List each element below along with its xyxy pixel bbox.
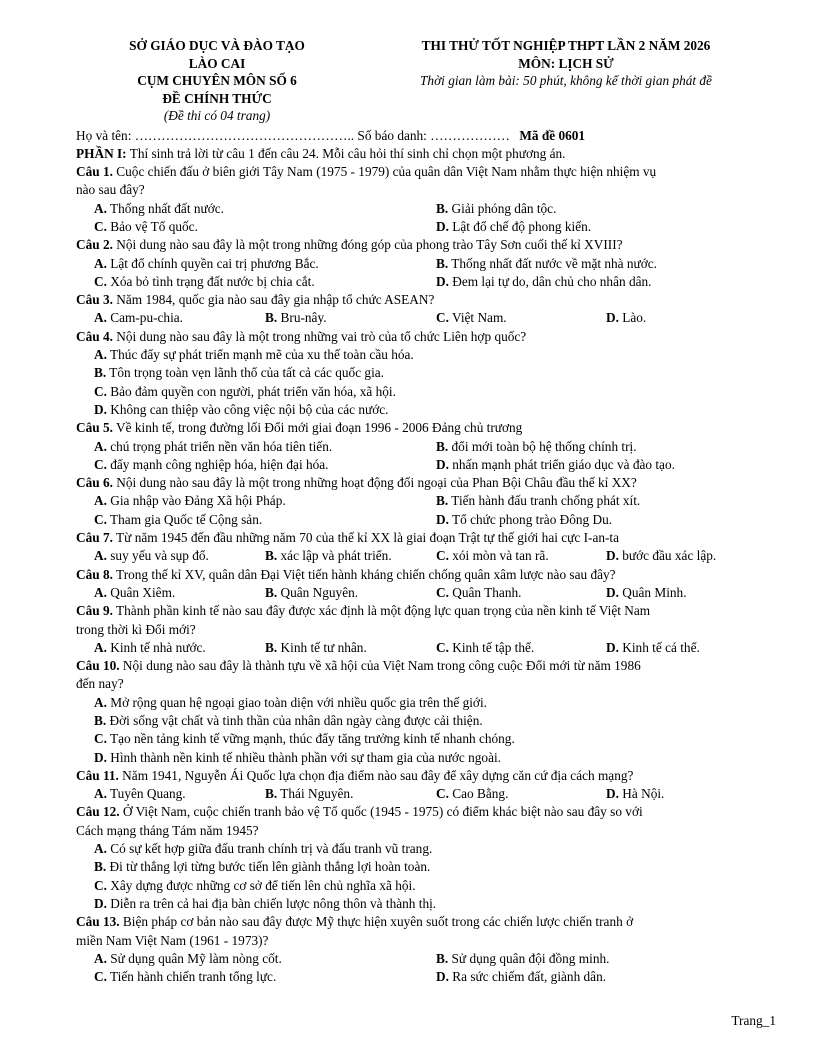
exam-page [76,37,766,986]
answer-option [265,785,436,803]
option-text: Thái Nguyên. [277,786,354,802]
option-text: Quân Minh. [618,584,687,600]
question-stem [76,328,766,346]
question-stem [76,163,766,200]
question [76,529,766,566]
options-row [76,255,766,273]
option-letter: A. [94,639,107,655]
question-stem [76,529,766,547]
question [76,913,766,986]
answer-option [94,273,436,291]
answer-option [94,584,265,602]
answer-option [94,255,436,273]
option-letter: B. [436,438,449,454]
options-row [76,968,766,986]
option-letter: A. [94,950,107,966]
option-text: Tuyên Quang. [106,786,186,802]
answer-option [265,547,436,565]
page-footer: Trang_1 [731,1013,776,1028]
option-text: xói mòn và tan rã. [448,548,549,564]
answer-option [94,511,436,529]
question-text: Năm 1984, quốc gia nào sau đây gia nhập tổ chức ASEAN? [112,292,435,308]
answer-option [94,492,436,510]
question [76,163,766,236]
option-text: Kinh tế tư nhân. [277,639,367,655]
option-letter: B. [94,859,107,875]
option-text: Quân Nguyên. [277,584,359,600]
option-text: Tôn trọng toàn vẹn lãnh thổ của tất cả các quốc gia. [106,365,384,381]
answer-option [76,401,766,419]
option-letter: A. [94,786,107,802]
option-letter: A. [94,584,107,600]
question-number: Câu 9. [76,603,113,619]
answer-option [94,309,265,327]
option-letter: C. [94,877,107,893]
option-letter: D. [606,310,619,326]
question-text-cont: đến nay? [76,676,124,692]
option-text: Có sự kết hợp giữa đấu tranh chính trị và đấu tranh vũ trang. [106,841,433,857]
option-text: Thống nhất đất nước về mặt nhà nước. [448,255,657,271]
answer-option [606,584,687,602]
header-left [76,37,358,125]
option-letter: B. [436,255,449,271]
option-letter: A. [94,438,107,454]
option-text: Đi từ thắng lợi từng bước tiến lên giành thắng lợi hoàn toàn. [106,859,431,875]
answer-option [76,877,766,895]
options-row [76,218,766,236]
option-text: Bru-nây. [277,310,327,326]
answer-option [94,547,265,565]
question-text: Từ năm 1945 đến đầu những năm 70 của thế kỉ XX là giai đoạn Trật tự thế giới hai cực I-an-ta [112,530,620,546]
option-letter: B. [265,639,278,655]
option-letter: B. [94,713,107,728]
option-letter: A. [94,200,107,216]
question-list [76,163,766,986]
question-stem [76,913,766,950]
question-number: Câu 11. [76,767,119,783]
answer-option [436,950,609,968]
option-text: Tiến hành đấu tranh chống phát xít. [448,493,641,509]
question-stem [76,291,766,309]
options-row [76,438,766,456]
option-text: Kinh tế cá thể. [618,639,700,655]
question-number: Câu 6. [76,475,113,491]
answer-option [76,346,766,364]
question [76,803,766,913]
part-label: PHẦN I: [76,145,127,161]
question-text: Nội dung nào sau đây là một trong những vai trò của tổ chức Liên hợp quốc? [112,328,527,344]
option-letter: A. [94,347,107,363]
option-text: Diễn ra trên cả hai địa bàn chiến lược nông thôn và thành thị. [106,895,437,911]
answer-option [76,712,766,730]
option-text: xác lập và phát triển. [277,548,392,564]
answer-option [606,639,700,657]
option-text: Hà Nội. [618,786,665,802]
question-text: Thành phần kinh tế nào sau đây được xác định là một động lực quan trọng của nền kinh tế Việt Nam [112,603,651,619]
question-stem [76,419,766,437]
option-letter: B. [436,493,449,509]
official-label: ĐỀ CHÍNH THỨC [162,90,272,106]
question-number: Câu 3. [76,292,113,308]
option-text: Lào. [618,310,647,326]
option-letter: C. [94,383,107,399]
province-name: LÀO CAI [188,55,246,71]
options-row [76,492,766,510]
question-stem [76,657,766,694]
option-text: Lật đổ chế độ phong kiến. [448,218,592,234]
option-text: Xây dựng được những cơ sở để tiến lên chủ nghĩa xã hội. [106,877,416,893]
option-text: Cam-pu-chia. [106,310,183,326]
answer-option [94,218,436,236]
question-stem [76,474,766,492]
option-letter: D. [436,511,449,527]
question-number: Câu 1. [76,164,113,180]
question-number: Câu 2. [76,237,113,253]
answer-option [436,584,606,602]
option-text: Tham gia Quốc tế Cộng sản. [106,511,263,527]
option-letter: D. [94,895,107,911]
header-right [366,37,766,125]
option-text: Kinh tế nhà nước. [106,639,206,655]
option-letter: C. [94,273,107,289]
answer-option [76,858,766,876]
option-letter: D. [94,749,107,765]
answer-option [436,218,591,236]
option-letter: D. [436,456,449,472]
question-number: Câu 4. [76,328,113,344]
department-name: SỞ GIÁO DỤC VÀ ĐÀO TẠO [129,38,305,53]
option-letter: A. [94,493,107,509]
question-text: Nội dung nào sau đây là một trong những đóng góp của phong trào Tây Sơn cuối thế kỉ XVIII? [112,237,623,253]
option-text: Đem lại tự do, dân chủ cho nhân dân. [448,273,652,289]
option-letter: A. [94,255,107,271]
question-number: Câu 10. [76,658,120,674]
option-letter: B. [265,786,278,802]
option-text: Kinh tế tập thể. [448,639,535,655]
question-text: Về kinh tế, trong đường lối Đổi mới giai đoạn 1996 - 2006 Đảng chủ trương [112,420,523,436]
option-letter: B. [265,310,278,326]
options-row [76,547,766,565]
answer-option [436,438,637,456]
question [76,328,766,419]
option-letter: D. [436,273,449,289]
options-row [76,639,766,657]
option-text: nhấn mạnh phát triển giáo dục và đào tạo. [448,456,675,472]
answer-option [94,438,436,456]
question-number: Câu 13. [76,914,120,930]
option-text: Quân Thanh. [448,584,522,600]
question [76,767,766,804]
question-text: Trong thế kỉ XV, quân dân Đại Việt tiến hành kháng chiến chống quân xâm lược nào sau đây? [112,566,616,582]
options-row [76,200,766,218]
question-number: Câu 8. [76,566,113,582]
question-text: Biện pháp cơ bản nào sau đây được Mỹ thực hiện xuyên suốt trong các chiến lược chiến tranh ở [119,914,634,930]
question [76,419,766,474]
answer-option [606,309,646,327]
option-letter: C. [94,456,107,472]
subject-label: MÔN: LỊCH SỬ [518,55,614,71]
option-text: Giải phóng dân tộc. [448,200,557,216]
question [76,236,766,291]
question-text: Ở Việt Nam, cuộc chiến tranh bảo vệ Tổ quốc (1945 - 1975) có điểm khác biệt nào sau đây so với [119,804,643,820]
time-note: Thời gian làm bài: 50 phút, không kể thời gian phát đề [420,73,712,88]
options-row [76,785,766,803]
answer-option [606,547,716,565]
option-text: Sử dụng quân Mỹ làm nòng cốt. [106,950,282,966]
option-letter: B. [94,365,107,381]
option-text: đẩy mạnh công nghiệp hóa, hiện đại hóa. [106,456,329,472]
option-text: Việt Nam. [448,310,507,326]
option-text: đổi mới toàn bộ hệ thống chính trị. [448,438,637,454]
option-text: Bảo vệ Tổ quốc. [106,218,198,234]
option-letter: B. [436,950,449,966]
option-text: Tiến hành chiến tranh tổng lực. [106,969,277,985]
option-letter: D. [436,969,449,985]
answer-option [94,456,436,474]
question [76,474,766,529]
question-text: Cuộc chiến đấu ở biên giới Tây Nam (1975 - 1979) của quân dân Việt Nam nhằm thực hiện nhiệm vụ [112,164,657,180]
option-text: suy yếu và sụp đổ. [106,548,209,564]
option-text: Đời sống vật chất và tinh thần của nhân dân ngày càng được cải thiện. [106,713,483,728]
option-letter: B. [436,200,449,216]
option-letter: A. [94,548,107,564]
options-row [76,309,766,327]
answer-option [436,547,606,565]
options-row [76,456,766,474]
question-text-cont: Cách mạng tháng Tám năm 1945? [76,822,259,838]
option-text: Xóa bỏ tình trạng đất nước bị chia cắt. [106,273,315,289]
option-letter: C. [94,731,107,747]
option-text: Không can thiệp vào công việc nội bộ của các nước. [106,401,389,417]
answer-option [76,694,766,712]
answer-option [265,309,436,327]
answer-option [436,492,640,510]
option-letter: D. [606,786,619,802]
option-letter: C. [94,969,107,985]
option-letter: C. [436,639,449,655]
question-stem [76,566,766,584]
option-letter: D. [436,218,449,234]
answer-option [436,309,606,327]
part-heading [76,145,766,163]
answer-option [94,950,436,968]
option-text: Thống nhất đất nước. [106,200,224,216]
option-letter: C. [436,786,449,802]
answer-option [265,584,436,602]
option-letter: D. [94,401,107,417]
question-stem [76,602,766,639]
answer-option [76,840,766,858]
option-text: chú trọng phát triển nền văn hóa tiên tiến. [106,438,333,454]
option-letter: D. [606,548,619,564]
question-text: Nội dung nào sau đây là thành tựu về xã hội của Việt Nam trong công cuộc Đổi mới từ năm 1986 [119,658,641,674]
question-stem [76,767,766,785]
options-row [76,511,766,529]
question-text: Năm 1941, Nguyễn Ái Quốc lựa chọn địa điểm nào sau đây để xây dựng căn cứ địa cách mạng? [118,767,634,783]
option-text: Tạo nền tảng kinh tế vững mạnh, thúc đẩy tăng trưởng kinh tế nhanh chóng. [106,731,515,747]
question-number: Câu 12. [76,804,120,820]
option-letter: B. [265,548,278,564]
question-number: Câu 7. [76,530,113,546]
question [76,291,766,328]
page-count-note: (Đề thi có 04 trang) [163,108,271,123]
option-text: Cao Bằng. [448,786,509,802]
option-text: Bảo đảm quyền con người, phát triển văn hóa, xã hội. [106,383,396,399]
answer-option [76,383,766,401]
answer-option [265,639,436,657]
answer-option [76,749,766,767]
option-letter: C. [94,218,107,234]
option-text: Ra sức chiếm đất, giành dân. [448,969,607,985]
answer-option [94,785,265,803]
answer-option [436,273,651,291]
answer-option [436,639,606,657]
options-row [76,273,766,291]
option-text: Tổ chức phong trào Đông Du. [448,511,613,527]
option-letter: A. [94,841,107,857]
option-letter: C. [436,548,449,564]
question-number: Câu 5. [76,420,113,436]
option-letter: D. [606,639,619,655]
option-letter: C. [436,584,449,600]
exam-code: Mã đề 0601 [519,127,586,143]
question [76,602,766,657]
option-letter: B. [265,584,278,600]
option-letter: C. [436,310,449,326]
options-row [76,950,766,968]
answer-option [436,785,606,803]
question-text-cont: trong thời kì Đổi mới? [76,621,196,637]
answer-option [436,200,556,218]
option-text: Thúc đẩy sự phát triển mạnh mẽ của xu thế toàn cầu hóa. [106,347,414,363]
option-text: Quân Xiêm. [106,584,176,600]
question-stem [76,236,766,254]
options-row [76,584,766,602]
answer-option [94,968,436,986]
question [76,657,766,767]
question-stem [76,803,766,840]
name-line: Họ và tên: ………………………………………….. Số báo danh: ……………… [76,127,510,143]
option-letter: C. [94,511,107,527]
option-text: Hình thành nền kinh tế nhiều thành phần với sự tham gia của nước ngoài. [106,749,501,765]
question-text: Nội dung nào sau đây là một trong những hoạt động đối ngoại của Phan Bội Châu đầu thế kỉ XX? [112,475,637,491]
answer-option [76,895,766,913]
option-letter: D. [606,584,619,600]
option-letter: A. [94,694,107,710]
answer-option [76,364,766,382]
exam-header [76,37,766,125]
answer-option [436,456,675,474]
cluster-name: CỤM CHUYÊN MÔN SỐ 6 [137,73,297,88]
option-letter: A. [94,310,107,326]
candidate-info [76,127,766,145]
answer-option [76,730,766,748]
option-text: Gia nhập vào Đảng Xã hội Pháp. [106,493,286,509]
answer-option [436,255,657,273]
answer-option [94,200,436,218]
part-instruction: Thí sinh trả lời từ câu 1 đến câu 24. Mỗi câu hỏi thí sinh chỉ chọn một phương án. [126,145,566,161]
answer-option [436,511,612,529]
exam-title: THI THỬ TỐT NGHIỆP THPT LẦN 2 NĂM 2026 [421,38,711,53]
question [76,566,766,603]
option-text: Sử dụng quân đội đồng minh. [448,950,610,966]
option-text: Lật đổ chính quyền cai trị phương Bắc. [106,255,319,271]
question-text-cont: miền Nam Việt Nam (1961 - 1973)? [76,932,269,948]
answer-option [436,968,606,986]
option-text: bước đầu xác lập. [618,548,717,564]
answer-option [94,639,265,657]
option-text: Mở rộng quan hệ ngoại giao toàn diện với nhiều quốc gia trên thế giới. [106,694,487,710]
question-text-cont: nào sau đây? [76,182,145,198]
answer-option [606,785,664,803]
